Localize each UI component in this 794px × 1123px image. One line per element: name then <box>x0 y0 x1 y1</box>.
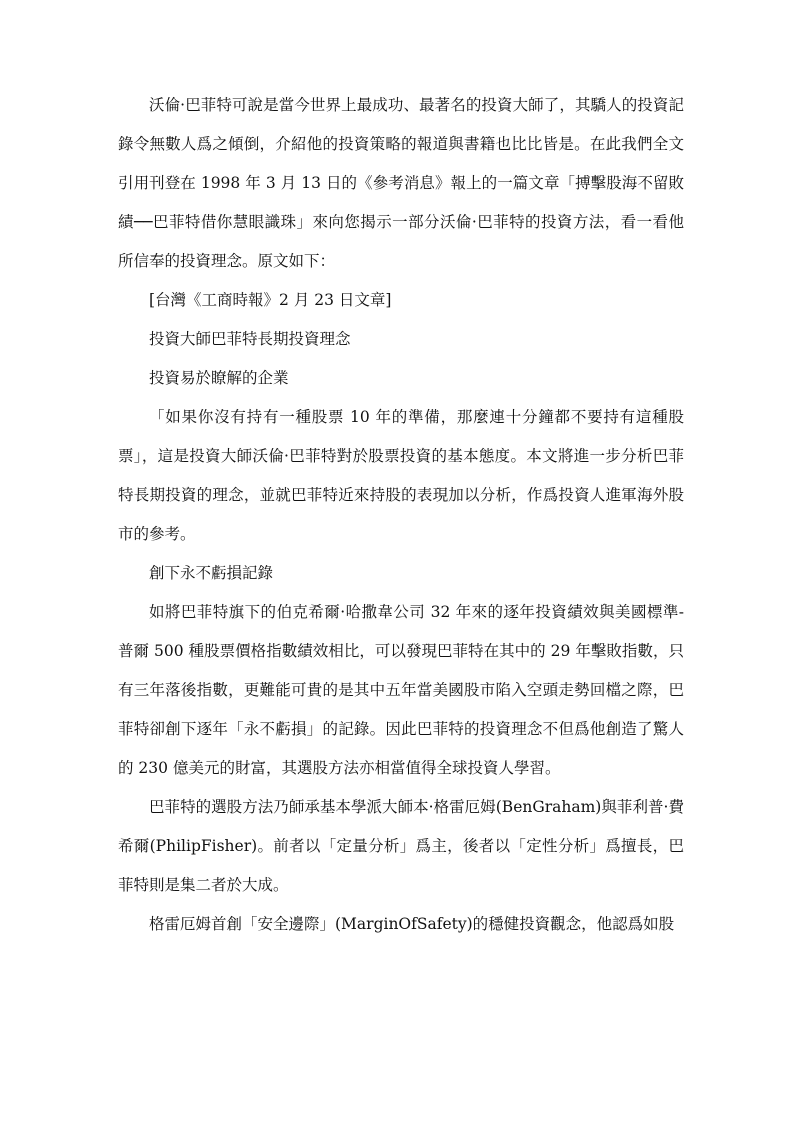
body-paragraph-margin-of-safety: 格雷厄姆首創「安全邊際」(MarginOfSafety)的穩健投資觀念，他認爲如股 <box>149 915 675 933</box>
section-heading-understandable-business: 投資易於瞭解的企業 <box>149 369 289 387</box>
article-title: 投資大師巴菲特長期投資理念 <box>149 330 351 348</box>
body-paragraph-holding-attitude: 「如果你沒有持有一種股票 10 年的準備，那麼連十分鐘都不要持有這種股票」，這是投資大師沃倫·巴菲特對於股票投資的基本態度。本文將進一步分析巴菲特長期投資的理念，並就巴菲特近來持股的表現加以分析，作爲投資人進軍海外股市的參考。 <box>118 408 684 543</box>
body-paragraph-stock-selection: 巴菲特的選股方法乃師承基本學派大師本·格雷厄姆(BenGraham)與菲利普·費希爾(PhilipFisher)。前者以「定量分析」爲主，後者以「定性分析」爲擅長，巴菲特則是集二者於大成。 <box>118 798 684 894</box>
body-paragraph-performance: 如將巴菲特旗下的伯克希爾·哈撒韋公司 32 年來的逐年投資績效與美國標準-普爾 500 種股票價格指數績效相比，可以發現巴菲特在其中的 29 年擊敗指數，只有三年落後指數，更難能可貴的是其中五年當美國股市陷入空頭走勢回檔之際，巴菲特卻創下逐年「永不虧損」的記錄。因此巴菲特的投資理念不但爲他創造了驚人的 230 億美元的財富，其選股方法亦相當值得全球投資人學習。 <box>118 603 684 777</box>
section-heading-no-loss-record: 創下永不虧損記錄 <box>149 564 274 582</box>
document-page <box>118 86 684 944</box>
source-note: [台灣《工商時報》2 月 23 日文章] <box>149 291 392 309</box>
intro-paragraph: 沃倫·巴菲特可說是當今世界上最成功、最著名的投資大師了，其驕人的投資記錄令無數人爲之傾倒，介紹他的投資策略的報道與書籍也比比皆是。在此我們全文引用刊登在 1998 年 3 月 13 日的《參考消息》報上的一篇文章「搏擊股海不留敗績──巴菲特借你慧眼識珠」來向您揭示一部分沃倫·巴菲特的投資方法，看一看他所信奉的投資理念。原文如下： <box>118 96 684 270</box>
